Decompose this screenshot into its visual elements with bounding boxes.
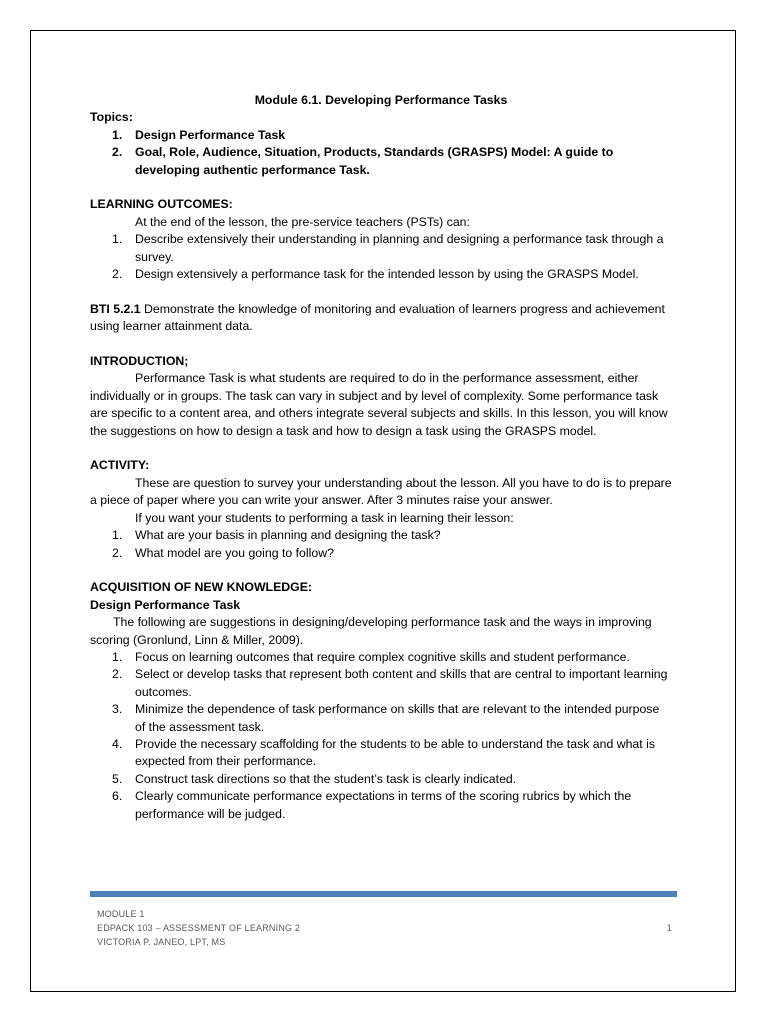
acquisition-subheading: Design Performance Task (90, 597, 241, 612)
list-item: 5. Construct task directions so that the student’s task is clearly indicated. (112, 771, 517, 786)
page-number: 1 (666, 923, 672, 933)
bti-code: BTI 5.2.1 (90, 301, 141, 316)
page-footer (97, 907, 672, 949)
list-item: 3. Minimize the dependence of task performance on skills that are relevant to the intended purpose of the assessment task. (112, 702, 660, 734)
footer-module: MODULE 1 (97, 909, 145, 919)
activity-heading: ACTIVITY: (90, 458, 150, 473)
list-item: 2. Select or develop tasks that represent both content and skills that are central to important learning outcomes. (112, 667, 668, 699)
list-item: 2. What model are you going to follow? (112, 545, 334, 560)
activity-text: These are question to survey your understanding about the lesson. All you have to do is to prepare a piece of paper where you can write your answer. After 3 minutes raise your answer. (90, 475, 672, 508)
list-item: 2. Design extensively a performance task for the intended lesson by using the GRASPS Model. (112, 267, 639, 282)
footer-course: EDPACK 103 – ASSESSMENT OF LEARNING 2 (97, 923, 301, 933)
list-item: 1. Design Performance Task (112, 127, 286, 142)
list-item: 6. Clearly communicate performance expectations in terms of the scoring rubrics by which the performance will be judged. (112, 789, 632, 821)
introduction-text: Performance Task is what students are required to do in the performance assessment, either individually or in groups. The task can vary in subject and by level of complexity. Some performance task are specific to a content area, and others integrate several subjects and skills. In this lesson, you will know the suggestions on how to design a task and how to design a task using the GRASPS model. (90, 371, 668, 438)
introduction-heading: INTRODUCTION; (90, 354, 189, 369)
list-item: 4. Provide the necessary scaffolding for the students to be able to understand the task and what is expected from their performance. (112, 736, 655, 769)
list-item: 1. Focus on learning outcomes that require complex cognitive skills and student performance. (112, 649, 630, 664)
footer-author: VICTORIA P. JANEO, LPT, MS (97, 937, 226, 947)
acquisition-heading: ACQUISITION OF NEW KNOWLEDGE: (90, 580, 313, 595)
topics-heading: Topics: (90, 110, 133, 125)
learning-outcomes-intro: At the end of the lesson, the pre-service teachers (PSTs) can: (135, 214, 470, 229)
activity-prompt: If you want your students to performing a task in learning their lesson: (135, 510, 514, 525)
bti-paragraph: BTI 5.2.1 Demonstrate the knowledge of monitoring and evaluation of learners progress and achievement using learner attainment data. (90, 301, 665, 334)
footer-divider-bar (90, 891, 677, 897)
page-title: Module 6.1. Developing Performance Tasks (254, 93, 508, 107)
document-body (90, 92, 672, 823)
learning-outcomes-list (90, 231, 672, 283)
list-item: 1. Describe extensively their understanding in planning and designing a performance task through a survey. (112, 232, 664, 264)
activity-list (90, 527, 672, 562)
acquisition-list (90, 649, 672, 823)
acquisition-text: The following are suggestions in designing/developing performance task and the ways in improving scoring (Gronlund, Linn & Miller, 2009). (90, 615, 652, 647)
topics-list (90, 127, 672, 179)
list-item: 2. Goal, Role, Audience, Situation, Products, Standards (GRASPS) Model: A guide to developing authentic performance Task. (112, 145, 614, 177)
list-item: 1. What are your basis in planning and designing the task? (112, 528, 441, 543)
learning-outcomes-heading: LEARNING OUTCOMES: (90, 197, 233, 212)
